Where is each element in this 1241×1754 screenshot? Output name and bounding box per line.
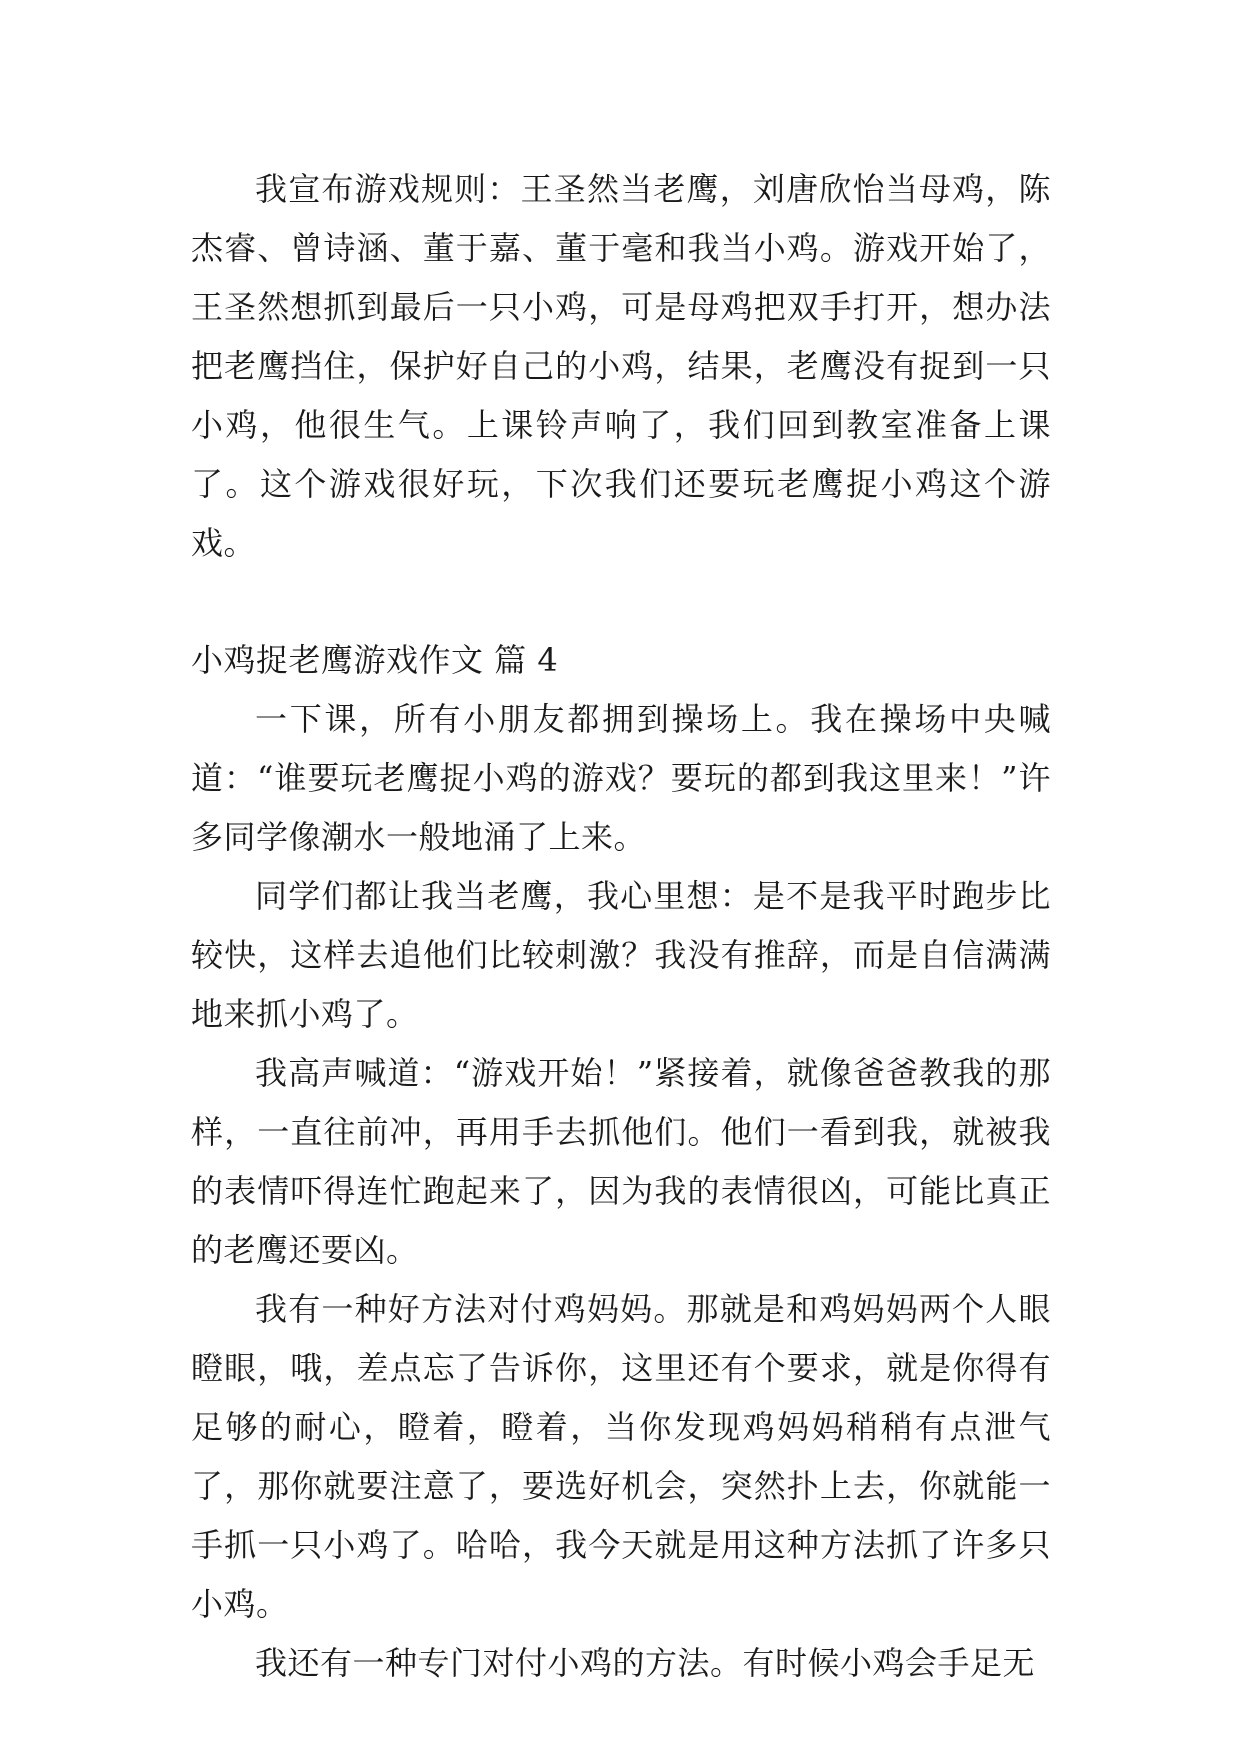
document-body xyxy=(191,160,1051,1693)
paragraph-4: 我有一种好方法对付鸡妈妈。那就是和鸡妈妈两个人眼瞪眼，哦，差点忘了告诉你，这里还有个要求，就是你得有足够的耐心，瞪着，瞪着，当你发现鸡妈妈稍稍有点泄气了，那你就要注意了，要选好机会，突然扑上去，你就能一手抓一只小鸡了。哈哈，我今天就是用这种方法抓了许多只小鸡。 xyxy=(191,1290,1051,1623)
paragraph-3: 我高声喊道：“游戏开始！”紧接着，就像爸爸教我的那样，一直往前冲，再用手去抓他们。他们一看到我，就被我的表情吓得连忙跑起来了，因为我的表情很凶，可能比真正的老鹰还要凶。 xyxy=(191,1054,1051,1269)
paragraph-5: 我还有一种专门对付小鸡的方法。有时候小鸡会手足无 xyxy=(255,1644,1036,1682)
section-heading: 小鸡捉老鹰游戏作文 篇 4 xyxy=(191,641,559,679)
paragraph-2: 同学们都让我当老鹰，我心里想：是不是我平时跑步比较快，这样去追他们比较刺激？我没有推辞，而是自信满满地来抓小鸡了。 xyxy=(191,877,1051,1033)
section-spacer xyxy=(191,573,1051,631)
paragraph-1: 一下课，所有小朋友都拥到操场上。我在操场中央喊道：“谁要玩老鹰捉小鸡的游戏？要玩的都到我这里来！”许多同学像潮水一般地涌了上来。 xyxy=(191,700,1051,856)
paragraph-game-rules: 我宣布游戏规则：王圣然当老鹰，刘唐欣怡当母鸡，陈杰睿、曾诗涵、董于嘉、董于毫和我当小鸡。游戏开始了，王圣然想抓到最后一只小鸡，可是母鸡把双手打开，想办法把老鹰挡住，保护好自己的小鸡，结果，老鹰没有捉到一只小鸡，他很生气。上课铃声响了，我们回到教室准备上课了。这个游戏很好玩，下次我们还要玩老鹰捉小鸡这个游戏。 xyxy=(191,170,1051,562)
